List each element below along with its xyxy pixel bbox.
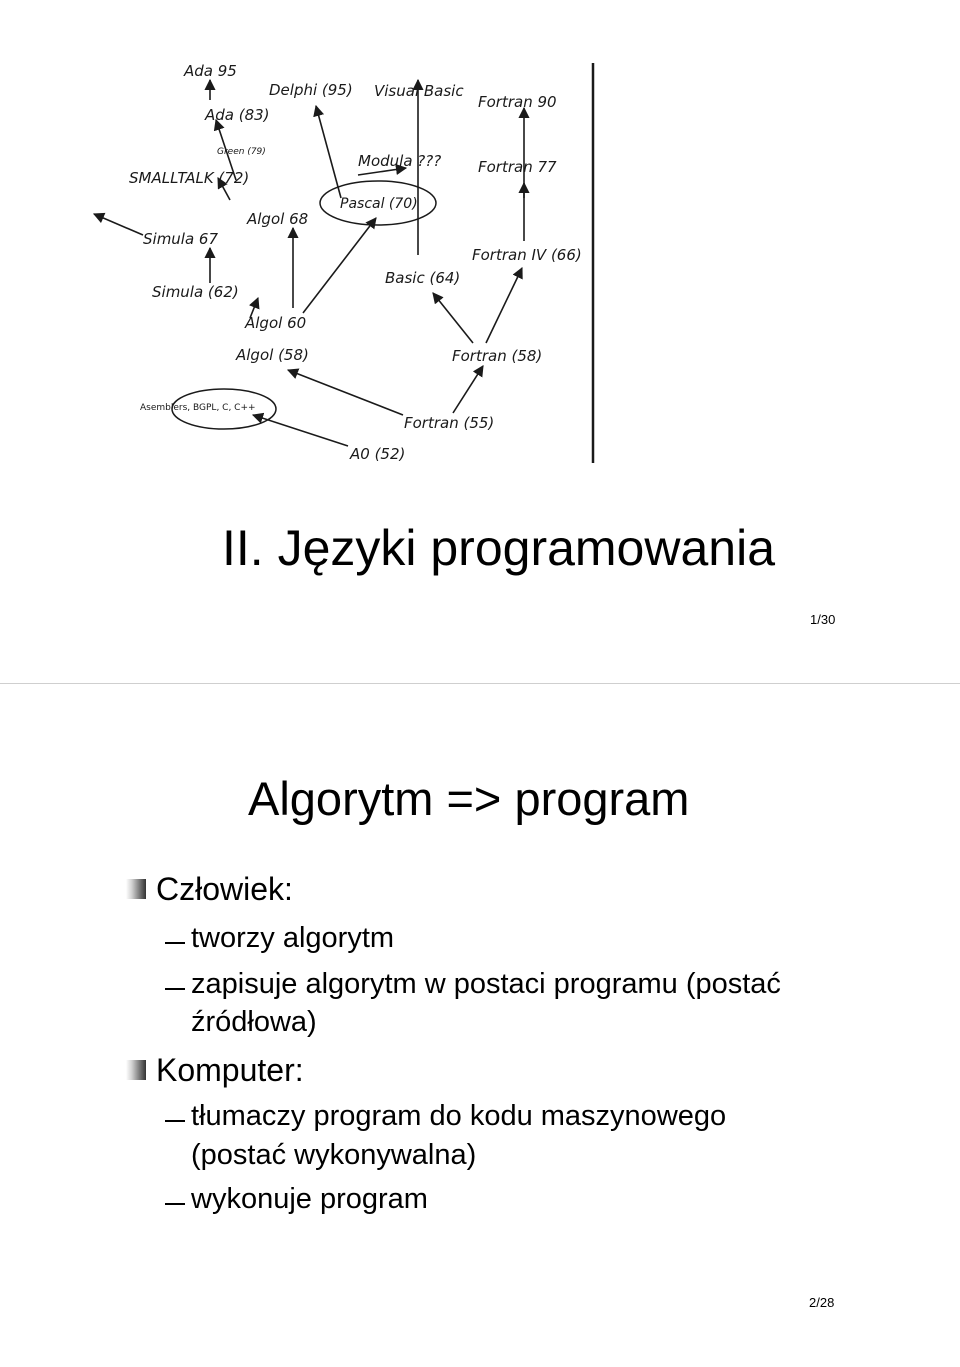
subitem-label: wykonuje program: [191, 1183, 428, 1215]
subitem-zapisuje-continued: źródłowa): [191, 1006, 317, 1038]
subitem-label: tłumaczy program do kodu maszynowego: [191, 1100, 727, 1132]
subitem-label: tworzy algorytm: [191, 922, 395, 954]
bullet-icon: [126, 879, 146, 899]
language-history-diagram: [88, 58, 608, 468]
dash-icon: [165, 1203, 185, 1205]
slide-2-page-number: 2/28: [809, 1295, 835, 1310]
subitem-tworzy: [165, 921, 394, 955]
slide-1-page-number: 1/30: [810, 612, 836, 627]
dash-icon: [165, 942, 185, 944]
arrow-simula67-left: [94, 214, 143, 235]
subitem-label: zapisuje algorytm w postaci programu (postać: [191, 968, 781, 1000]
node-fortraniv66: Fortran IV (66): [472, 246, 582, 264]
node-ada83: Ada (83): [205, 106, 270, 124]
subitem-tlumaczy-continued: (postać wykonywalna): [191, 1139, 477, 1171]
node-assemblers: Asemblers, BGPL, C, C++: [140, 403, 256, 413]
slide-2: [0, 684, 960, 1367]
node-simula62: Simula (62): [152, 283, 239, 301]
arrow-fortran58-basic: [433, 293, 473, 343]
dash-icon: [165, 1120, 185, 1122]
bullet-label: Komputer:: [156, 1052, 304, 1088]
node-green79: Green (79): [217, 147, 266, 157]
node-pascal70: Pascal (70): [340, 196, 418, 212]
arrow-fortran55-algol58: [288, 370, 403, 415]
arrow-fortran55-fortran58: [453, 366, 483, 413]
node-smalltalk72: SMALLTALK (72): [129, 169, 250, 187]
bullet-icon: [126, 1060, 146, 1080]
node-fortran55: Fortran (55): [404, 414, 495, 432]
node-algol68: Algol 68: [247, 210, 309, 228]
slide-1-title: II. Języki programowania: [222, 520, 776, 576]
node-ada95: Ada 95: [184, 62, 237, 80]
subitem-tlumaczy: [165, 1099, 726, 1133]
node-delphi95: Delphi (95): [269, 81, 353, 99]
bullet-czlowiek: [126, 870, 293, 908]
node-fortran58: Fortran (58): [452, 347, 543, 365]
node-simula67: Simula 67: [143, 230, 219, 248]
subitem-zapisuje: [165, 967, 781, 1001]
diagram-arrows: [94, 80, 524, 446]
slide-2-title: Algorytm => program: [248, 772, 690, 825]
node-basic64: Basic (64): [385, 269, 461, 287]
node-algol58: Algol (58): [236, 346, 309, 364]
node-modula: Modula ???: [358, 152, 442, 170]
node-fortran90: Fortran 90: [478, 93, 557, 111]
node-algol60: Algol 60: [245, 314, 307, 332]
arrow-algol60-pascal: [303, 218, 376, 313]
node-visual-basic: Visual Basic: [374, 82, 464, 100]
bullet-komputer: [126, 1051, 304, 1089]
arrow-fortran58-fortraniv: [486, 268, 522, 343]
bullet-label: Człowiek:: [156, 871, 293, 907]
dash-icon: [165, 988, 185, 990]
node-a052: A0 (52): [350, 445, 406, 463]
node-fortran77: Fortran 77: [478, 158, 557, 176]
subitem-wykonuje: [165, 1182, 428, 1216]
arrow-pascal-delphi: [316, 106, 341, 198]
